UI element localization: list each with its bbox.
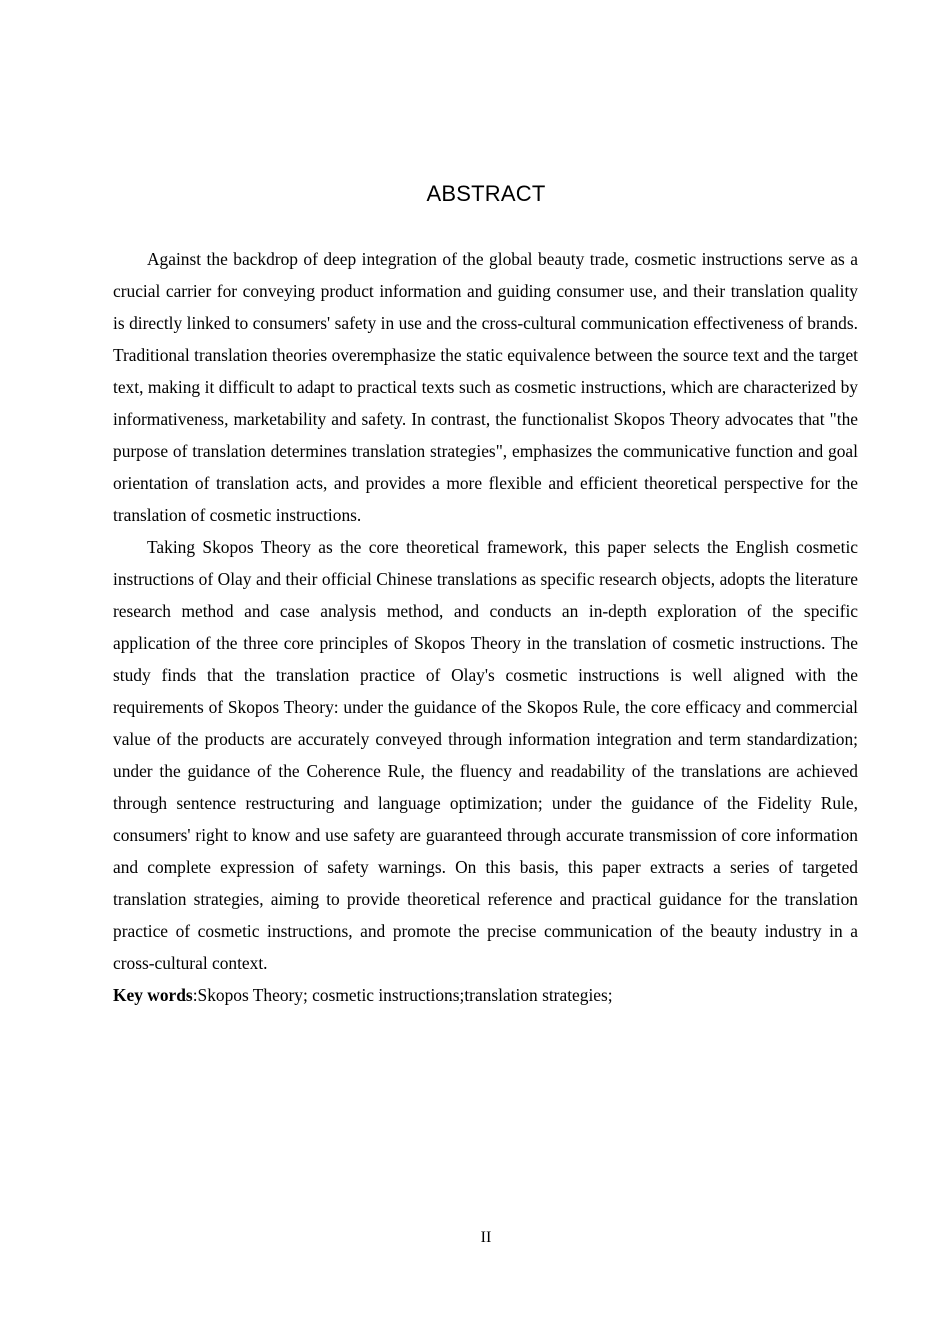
keywords-line (113, 979, 858, 1011)
abstract-paragraph-1: Against the backdrop of deep integration of the global beauty trade, cosmetic instructions serve as a crucial carrier for conveying product information and guiding consumer use, and their translation quality is directly linked to consumers' safety in use and the cross-cultural communication effectiveness of brands. Traditional translation theories overemphasize the static equivalence between the source text and the target text, making it difficult to adapt to practical texts such as cosmetic instructions, which are characterized by informativeness, marketability and safety. In contrast, the functionalist Skopos Theory advocates that "the purpose of translation determines translation strategies", emphasizes the communicative function and goal orientation of translation acts, and provides a more flexible and efficient theoretical perspective for the translation of cosmetic instructions. (113, 249, 858, 525)
keywords-label: Key words (113, 985, 193, 1005)
abstract-paragraph-2: Taking Skopos Theory as the core theoretical framework, this paper selects the English cosmetic instructions of Olay and their official Chinese translations as specific research objects, adopts the literature research method and case analysis method, and conducts an in-depth exploration of the specific application of the three core principles of Skopos Theory in the translation of cosmetic instructions. The study finds that the translation practice of Olay's cosmetic instructions is well aligned with the requirements of Skopos Theory: under the guidance of the Skopos Rule, the core efficacy and commercial value of the products are accurately conveyed through information integration and term standardization; under the guidance of the Coherence Rule, the fluency and readability of the translations are achieved through sentence restructuring and language optimization; under the guidance of the Fidelity Rule, consumers' right to know and use safety are guaranteed through accurate transmission of core information and complete expression of safety warnings. On this basis, this paper extracts a series of targeted translation strategies, aiming to provide theoretical reference and practical guidance for the translation practice of cosmetic instructions, and promote the precise communication of the beauty industry in a cross-cultural context. (113, 537, 858, 973)
keywords-text: :Skopos Theory; cosmetic instructions;translation strategies; (192, 985, 613, 1005)
abstract-title: ABSTRACT (426, 181, 546, 206)
page-number: II (480, 1229, 492, 1246)
abstract-body (113, 243, 858, 1011)
